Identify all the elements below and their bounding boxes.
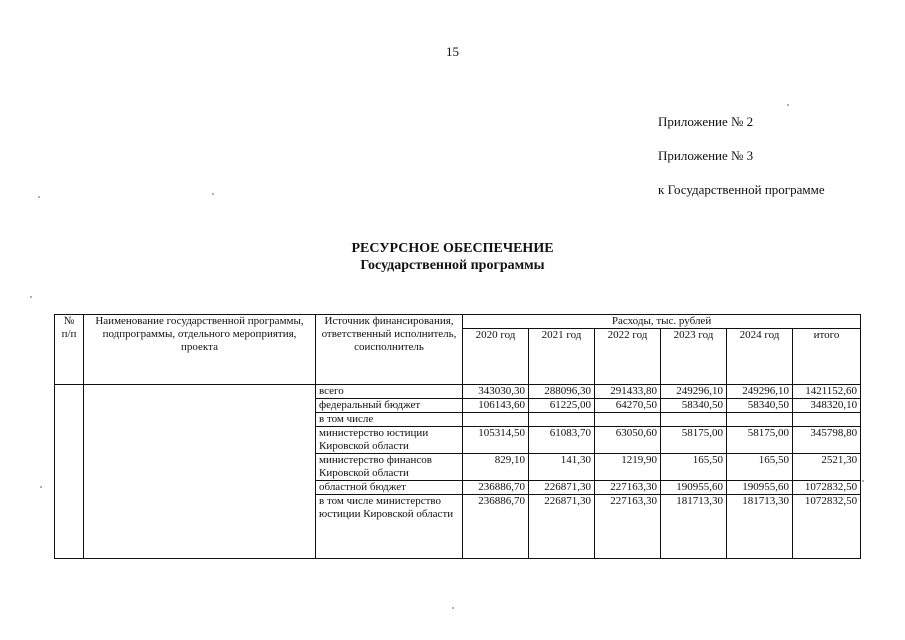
- value-cell: 227163,30: [595, 495, 661, 559]
- name-cell: [84, 385, 316, 559]
- header-source: Источник финансирования, ответственный исполнитель, соисполнитель: [316, 315, 463, 385]
- resources-table: [54, 314, 861, 559]
- value-cell: 64270,50: [595, 399, 661, 413]
- total-cell: 1072832,50: [793, 481, 861, 495]
- header-year-2024: 2024 год: [727, 329, 793, 385]
- value-cell: 249296,10: [727, 385, 793, 399]
- value-cell: 343030,30: [463, 385, 529, 399]
- total-cell: 1421152,60: [793, 385, 861, 399]
- value-cell: 58175,00: [727, 427, 793, 454]
- header-num: № п/п: [55, 315, 84, 385]
- total-cell: 2521,30: [793, 454, 861, 481]
- value-cell: 58175,00: [661, 427, 727, 454]
- source-cell: федеральный бюджет: [316, 399, 463, 413]
- value-cell: 165,50: [727, 454, 793, 481]
- value-cell: 1219,90: [595, 454, 661, 481]
- value-cell: 61225,00: [529, 399, 595, 413]
- source-cell: министерство юстиции Кировской области: [316, 427, 463, 454]
- value-cell: 288096,30: [529, 385, 595, 399]
- value-cell: 249296,10: [661, 385, 727, 399]
- value-cell: 226871,30: [529, 495, 595, 559]
- value-cell: [529, 413, 595, 427]
- value-cell: 58340,50: [661, 399, 727, 413]
- source-cell: министерство финансов Кировской области: [316, 454, 463, 481]
- scan-speck: [40, 486, 42, 488]
- header-year-2022: 2022 год: [595, 329, 661, 385]
- appendix-line-1: Приложение № 2: [658, 114, 754, 129]
- value-cell: 181713,30: [661, 495, 727, 559]
- header-total: итого: [793, 329, 861, 385]
- document-title: РЕСУРСНОЕ ОБЕСПЕЧЕНИЕ: [351, 241, 554, 256]
- header-year-2020: 2020 год: [463, 329, 529, 385]
- value-cell: 236886,70: [463, 481, 529, 495]
- value-cell: [727, 413, 793, 427]
- value-cell: 105314,50: [463, 427, 529, 454]
- value-cell: 141,30: [529, 454, 595, 481]
- header-expenses: Расходы, тыс. рублей: [463, 315, 861, 329]
- value-cell: 227163,30: [595, 481, 661, 495]
- header-year-2023: 2023 год: [661, 329, 727, 385]
- value-cell: 190955,60: [727, 481, 793, 495]
- header-year-2021: 2021 год: [529, 329, 595, 385]
- value-cell: 226871,30: [529, 481, 595, 495]
- total-cell: [793, 413, 861, 427]
- value-cell: 236886,70: [463, 495, 529, 559]
- scan-speck: [212, 193, 214, 195]
- value-cell: [595, 413, 661, 427]
- value-cell: 829,10: [463, 454, 529, 481]
- document-subtitle: Государственной программы: [360, 258, 545, 273]
- value-cell: 106143,60: [463, 399, 529, 413]
- value-cell: 190955,60: [661, 481, 727, 495]
- value-cell: 165,50: [661, 454, 727, 481]
- value-cell: 63050,60: [595, 427, 661, 454]
- total-cell: 345798,80: [793, 427, 861, 454]
- table-row: [55, 385, 861, 399]
- value-cell: 58340,50: [727, 399, 793, 413]
- header-name: Наименование государственной программы, подпрограммы, отдельного мероприятия, проекта: [84, 315, 316, 385]
- value-cell: [463, 413, 529, 427]
- value-cell: 291433,80: [595, 385, 661, 399]
- total-cell: 348320,10: [793, 399, 861, 413]
- appendix-line-2: Приложение № 3: [658, 148, 754, 163]
- source-cell: всего: [316, 385, 463, 399]
- scan-speck: [787, 104, 789, 106]
- source-cell: в том числе: [316, 413, 463, 427]
- scan-speck: [452, 607, 454, 609]
- source-cell: областной бюджет: [316, 481, 463, 495]
- scan-speck: [862, 480, 864, 482]
- scan-speck: [38, 196, 40, 198]
- total-cell: 1072832,50: [793, 495, 861, 559]
- page-number: 15: [446, 44, 459, 59]
- value-cell: 181713,30: [727, 495, 793, 559]
- header-row-1: [55, 315, 861, 329]
- value-cell: [661, 413, 727, 427]
- scan-speck: [30, 296, 32, 298]
- source-cell: в том числе министерство юстиции Кировской области: [316, 495, 463, 559]
- value-cell: 61083,70: [529, 427, 595, 454]
- appendix-line-3: к Государственной программе: [658, 182, 825, 197]
- num-cell: [55, 385, 84, 559]
